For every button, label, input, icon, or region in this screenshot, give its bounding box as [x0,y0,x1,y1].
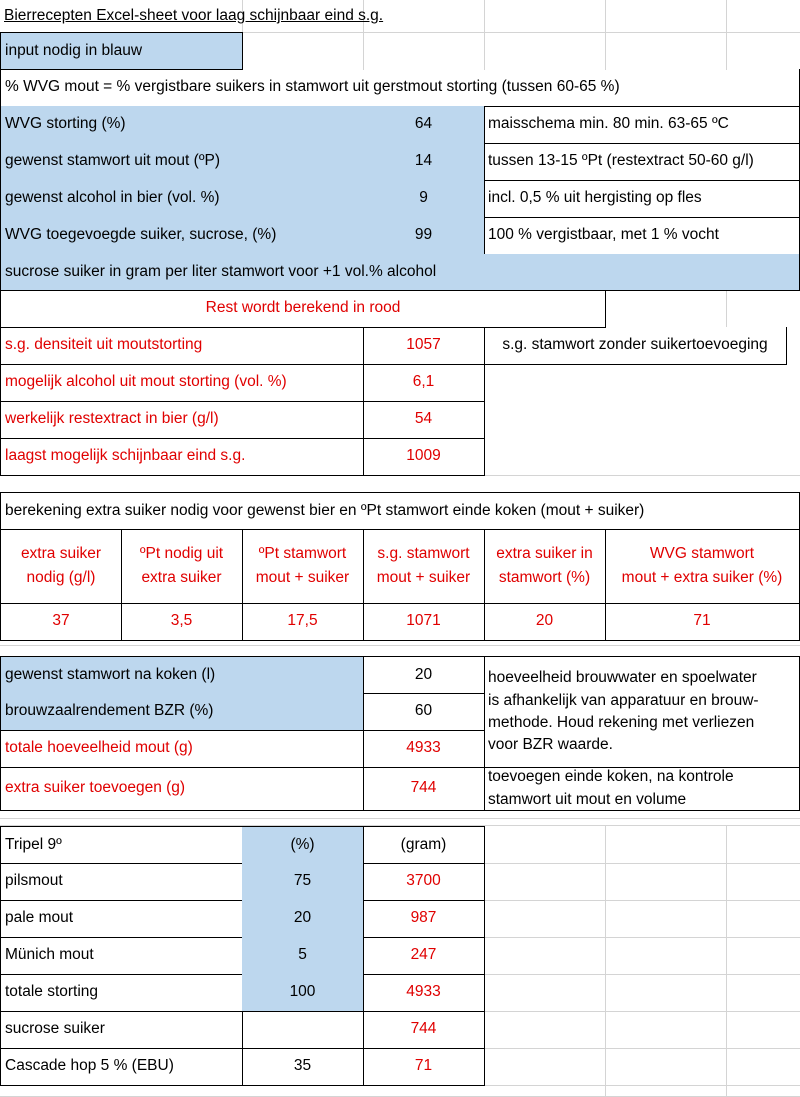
extra-header-pt-stamwort [242,529,364,604]
note-line: hoeveelheid brouwwater en spoelwater [488,669,757,687]
header-line: extra suiker [141,569,222,586]
brew-label-volume: gewenst stamwort na koken (l) [0,656,364,694]
gridline [484,1011,800,1012]
recipe-row-gram: 247 [363,937,485,975]
gridline [0,818,800,819]
recipe-row-label: pale mout [0,900,243,938]
extra-value-pt-stamwort: 17,5 [242,603,364,641]
recipe-row-gram: 3700 [363,863,485,901]
calc-label-restextract: werkelijk restextract in bier (g/l) [0,401,364,439]
gridline [605,826,606,1097]
recipe-row-pct[interactable]: 100 [242,974,364,1012]
header-line: ºPt nodig uit [139,544,224,562]
recipe-row-pct[interactable] [242,1011,364,1049]
extra-header-wvg-stamwort [605,529,800,604]
input-value-stamwort[interactable]: 14 [363,143,485,181]
brew-value-bzr[interactable]: 60 [363,693,485,731]
note-line: voor BZR waarde. [488,736,613,754]
gridline [484,1085,800,1086]
header-line: s.g. stamwort [377,544,470,562]
gridline [0,645,800,646]
wvg-definition: % WVG mout = % vergistbare suikers in stamwort uit gerstmout storting (tussen 60-65 %) [0,69,800,107]
header-line: extra suiker in [496,544,593,562]
gridline [484,974,800,975]
recipe-row-gram: 4933 [363,974,485,1012]
recipe-row-label: Münich mout [0,937,243,975]
note-line: stamwort uit mout en volume [488,790,687,808]
header-line: ºPt stamwort [258,544,347,562]
recipe-row-gram: 987 [363,900,485,938]
sheet-title: Bierrecepten Excel-sheet voor laag schijnbaar eind s.g. [4,6,384,24]
extra-header-sg-stamwort [363,529,485,604]
gridline [726,826,727,1097]
note-line: is afhankelijk van apparatuur en brouw- [488,691,759,709]
calc-value-alcohol: 6,1 [363,364,485,402]
header-line: WVG stamwort [649,544,755,562]
recipe-row-label: Cascade hop 5 % (EBU) [0,1048,243,1086]
input-note-sucrose-wvg: 100 % vergistbaar, met 1 % vocht [484,217,800,255]
calc-value-restextract: 54 [363,401,485,439]
extra-value-pt-nodig: 3,5 [121,603,243,641]
brew-value-suiker: 744 [363,767,485,811]
header-line: extra suiker [20,544,102,562]
calc-value-sg: 1057 [363,327,485,365]
extra-header-suiker-pct [484,529,606,604]
input-label-wvg: WVG storting (%) [0,106,364,144]
recipe-col-pct: (%) [242,826,364,864]
brew-label-suiker: extra suiker toevoegen (g) [0,767,364,811]
brew-label-bzr: brouwzaalrendement BZR (%) [0,693,364,731]
gridline [484,863,800,864]
recipe-row-gram: 71 [363,1048,485,1086]
recipe-row-pct[interactable]: 5 [242,937,364,975]
rest-note: Rest wordt berekend in rood [0,290,606,328]
calc-label-eind-sg: laagst mogelijk schijnbaar eind s.g. [0,438,364,476]
header-line: mout + suiker [255,569,350,586]
recipe-row-pct[interactable]: 35 [242,1048,364,1086]
gridline [484,1048,800,1049]
brew-note-water [484,656,800,768]
input-note-alcohol: incl. 0,5 % uit hergisting op fles [484,180,800,218]
brew-value-mout: 4933 [363,730,485,768]
input-label-alcohol: gewenst alcohol in bier (vol. %) [0,180,364,218]
recipe-row-label: pilsmout [0,863,243,901]
input-note: input nodig in blauw [0,32,243,70]
recipe-row-gram: 744 [363,1011,485,1049]
header-line: mout + extra suiker (%) [621,569,783,586]
gridline [484,900,800,901]
sucrose-note: sucrose suiker in gram per liter stamwort voor +1 vol.% alcohol [0,254,800,291]
gridline [726,0,727,70]
extra-heading: berekening extra suiker nodig voor gewenst bier en ºPt stamwort einde koken (mout + suiker) [0,492,800,530]
brew-note-suiker [484,767,800,811]
input-label-stamwort: gewenst stamwort uit mout (ºP) [0,143,364,181]
input-value-alcohol[interactable]: 9 [363,180,485,218]
recipe-row-pct[interactable]: 75 [242,863,364,901]
input-value-wvg[interactable]: 64 [363,106,485,144]
header-line: mout + suiker [376,569,471,586]
input-label-sucrose-wvg: WVG toegevoegde suiker, sucrose, (%) [0,217,364,255]
note-line: methode. Houd rekening met verliezen [488,714,755,731]
header-line: stamwort (%) [498,569,591,586]
input-value-sucrose-wvg[interactable]: 99 [363,217,485,255]
brew-value-volume[interactable]: 20 [363,656,485,694]
header-line: nodig (g/l) [26,569,96,586]
calc-note-sg: s.g. stamwort zonder suikertoevoeging [484,327,787,365]
recipe-col-gram: (gram) [363,826,485,864]
recipe-name: Tripel 9º [0,826,243,864]
extra-value-suiker-pct: 20 [484,603,606,641]
gridline [484,937,800,938]
calc-label-sg: s.g. densiteit uit moutstorting [0,327,364,365]
note-line: toevoegen einde koken, na kontrole [488,768,734,786]
extra-header-pt-nodig [121,529,243,604]
calc-label-alcohol: mogelijk alcohol uit mout storting (vol. %) [0,364,364,402]
recipe-row-label: totale storting [0,974,243,1012]
gridline [484,0,485,70]
extra-value-sg-stamwort: 1071 [363,603,485,641]
recipe-row-pct[interactable]: 20 [242,900,364,938]
brew-label-mout: totale hoeveelheid mout (g) [0,730,364,768]
input-note-stamwort: tussen 13-15 ºPt (restextract 50-60 g/l) [484,143,800,181]
extra-header-suiker [0,529,122,604]
recipe-row-label: sucrose suiker [0,1011,243,1049]
input-note-wvg: maisschema min. 80 min. 63-65 ºC [484,106,800,144]
calc-value-eind-sg: 1009 [363,438,485,476]
extra-value-wvg-stamwort: 71 [605,603,800,641]
extra-value-suiker: 37 [0,603,122,641]
gridline [726,290,727,327]
gridline [605,0,606,70]
